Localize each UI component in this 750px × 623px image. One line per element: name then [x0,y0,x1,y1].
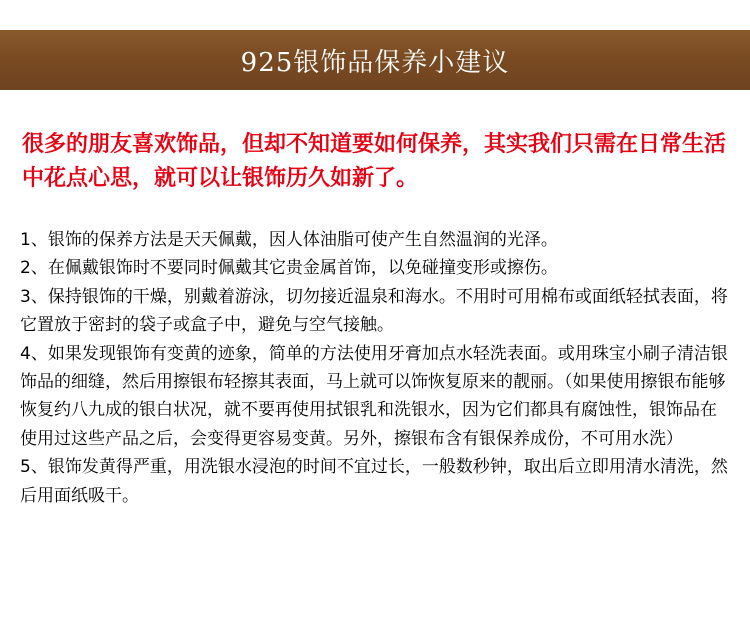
page-title: 925银饰品保养小建议 [240,47,510,78]
tip-5: 5、银饰发黄得严重，用洗银水浸泡的时间不宜过长，一般数秒钟，取出后立即用清水清洗，然后用面纸吸干。 [20,457,728,506]
tip-3: 3、保持银饰的干燥，别戴着游泳，切勿接近温泉和海水。不用时可用棉布或面纸轻拭表面，将它置放于密封的袋子或盒子中，避免与空气接触。 [20,286,728,336]
intro-text: 很多的朋友喜欢饰品，但却不知道要如何保养，其实我们只需在日常生活中花点心思，就可以让银饰历久如新了。 [22,132,727,191]
care-tips-list [20,226,732,510]
tip-4: 4、如果发现银饰有变黄的迹象，简单的方法使用牙膏加点水轻洗表面。或用珠宝小刷子清洁银饰品的细缝，然后用擦银布轻擦其表面，马上就可以饰恢复原来的靓丽。（如果使用擦银布能够恢复约八九成的银白状况，就不要再使用拭银乳和洗银水，因为它们都具有腐蚀性，银饰品在使用过这些产品之后，会变得更容易变黄。另外，擦银布含有银保养成份，不可用水洗） [20,343,728,449]
title-banner [0,30,750,90]
tip-2: 2、在佩戴银饰时不要同时佩戴其它贵金属首饰，以免碰撞变形或擦伤。 [20,258,558,279]
tip-1: 1、银饰的保养方法是天天佩戴，因人体油脂可使产生自然温润的光泽。 [20,230,558,250]
